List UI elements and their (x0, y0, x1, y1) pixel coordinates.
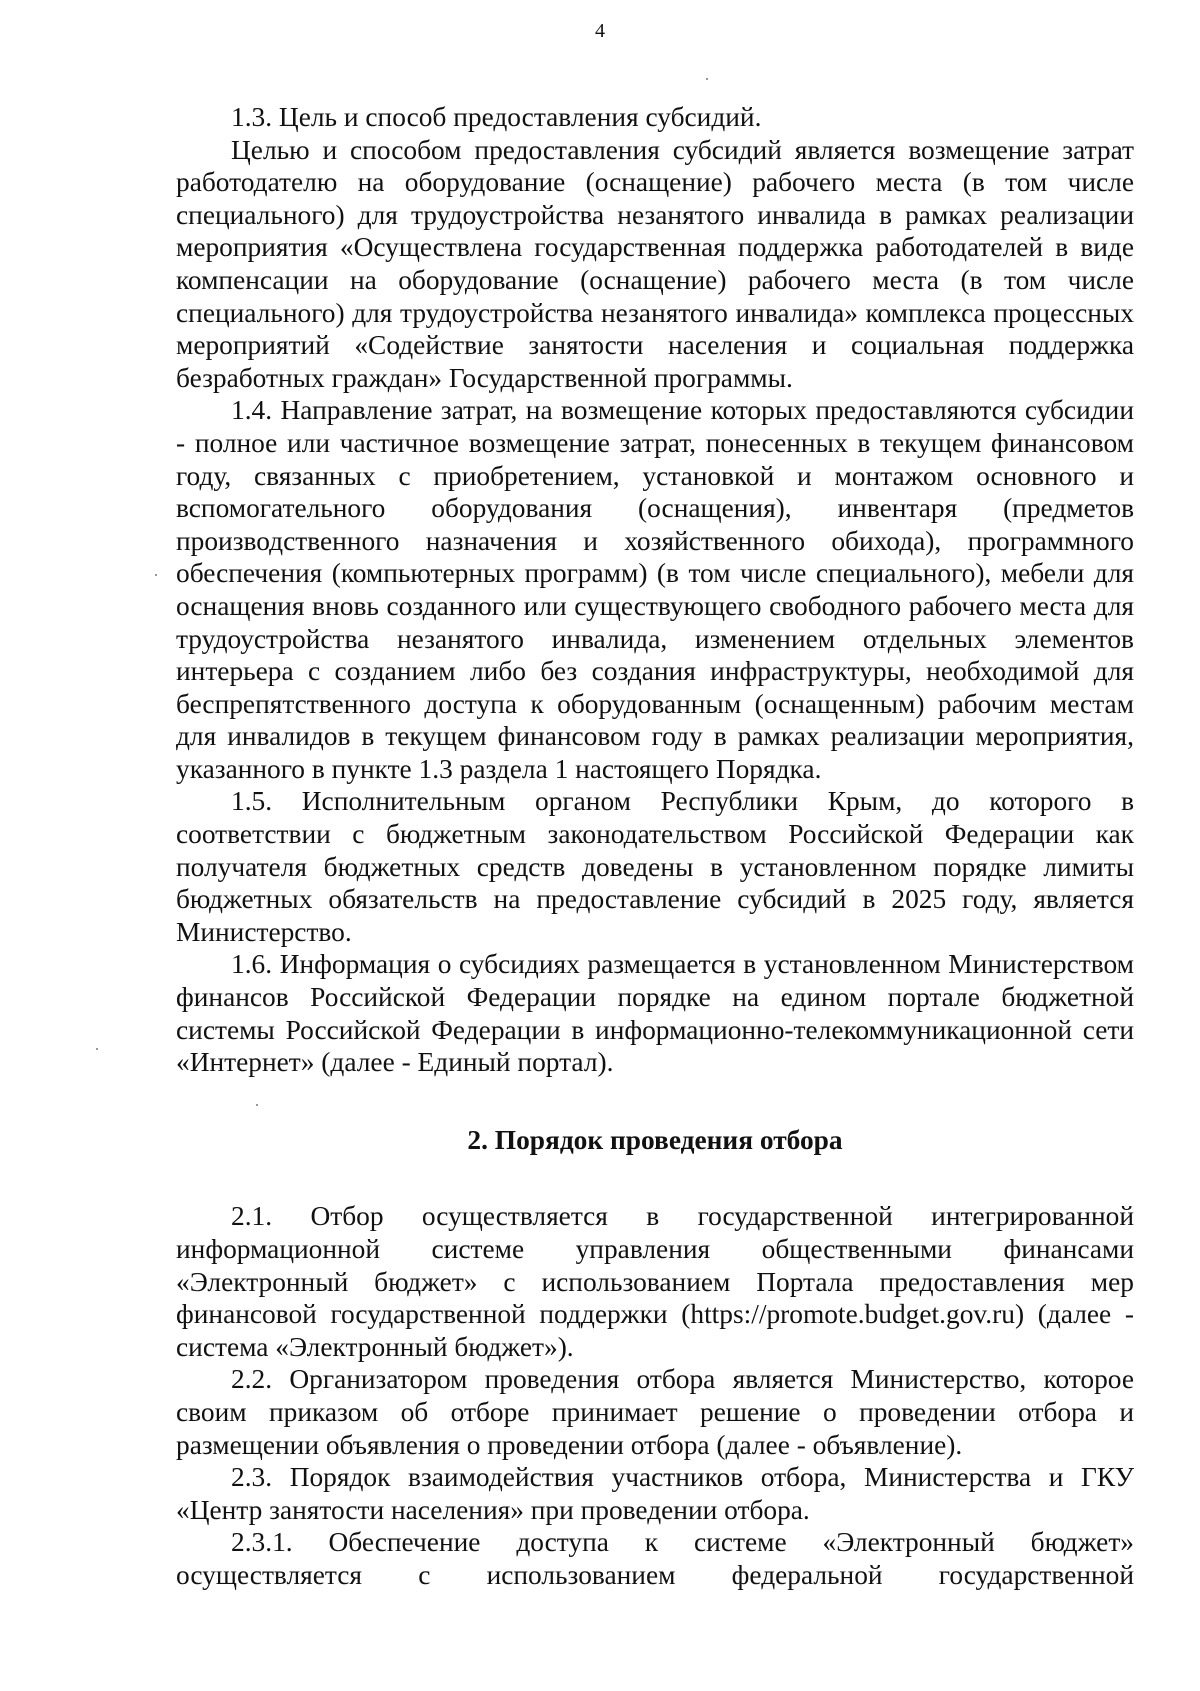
paragraph-2-3: 2.3. Порядок взаимодействия участников отбора, Министерства и ГКУ «Центр занятости населения» при проведении отбора. (176, 1462, 1134, 1525)
scan-speck (96, 1048, 98, 1050)
paragraph-1-4: 1.4. Направление затрат, на возмещение которых предоставляются субсидии - полное или частичное возмещение затрат, понесенных в текущем финансовом году, связанных с приобретением, установкой и монтажом основного и вспомогательного оборудования (оснащения), инвентаря (предметов производственного назначения и хозяйственного обихода), программного обеспечения (компьютерных программ) (в том числе специального), мебели для оснащения вновь созданного или существующего свободного рабочего места для трудоустройства незанятого инвалида, изменением отдельных элементов интерьера с созданием либо без создания инфраструктуры, необходимой для беспрепятственного доступа к оборудованным (оснащенным) рабочим местам для инвалидов в текущем финансовом году в рамках реализации мероприятия, указанного в пункте 1.3 раздела 1 настоящего Порядка. (176, 395, 1134, 784)
paragraph-1-6: 1.6. Информация о субсидиях размещается в установленном Министерством финансов Российской Федерации порядке на едином портале бюджетной системы Российской Федерации в информационно-телекоммуникационной сети «Интернет» (далее - Единый портал). (176, 949, 1134, 1078)
section-2-heading: 2. Порядок проведения отбора (467, 1124, 843, 1155)
paragraph-1-3-title: 1.3. Цель и способ предоставления субсидий. (231, 102, 762, 132)
paragraph-2-2: 2.2. Организатором проведения отбора является Министерство, которое своим приказом об отборе принимает решение о проведении отбора и размещении объявления о проведении отбора (далее - объявление). (176, 1364, 1134, 1460)
scan-speck (706, 78, 708, 80)
paragraph-1-5: 1.5. Исполнительным органом Республики Крым, до которого в соответствии с бюджетным законодательством Российской Федерации как получателя бюджетных средств доведены в установленном порядке лимиты бюджетных обязательств на предоставление субсидий в 2025 году, является Министерство. (176, 786, 1134, 947)
document-body (176, 101, 1134, 1592)
paragraph-2-1: 2.1. Отбор осуществляется в государственной интегрированной информационной системе управления общественными финансами «Электронный бюджет» с использованием Портала предоставления мер финансовой государственной поддержки (https://promote.budget.gov.ru) (далее - система «Электронный бюджет»). (176, 1201, 1134, 1362)
paragraph-2-3-1: 2.3.1. Обеспечение доступа к системе «Электронный бюджет» осуществляется с использованием федеральной государственной (176, 1527, 1134, 1590)
scan-speck (155, 574, 157, 576)
paragraph-1-3-text: Целью и способом предоставления субсидий является возмещение затрат работодателю на оборудование (оснащение) рабочего места (в том числе специального) для трудоустройства незанятого инвалида в рамках реализации мероприятия «Осуществлена государственная поддержка работодателей в виде компенсации на оборудование (оснащение) рабочего места (в том числе специального) для трудоустройства незанятого инвалида» комплекса процессных мероприятий «Содействие занятости населения и социальная поддержка безработных граждан» Государственной программы. (176, 134, 1134, 393)
page-number: 4 (595, 20, 605, 42)
